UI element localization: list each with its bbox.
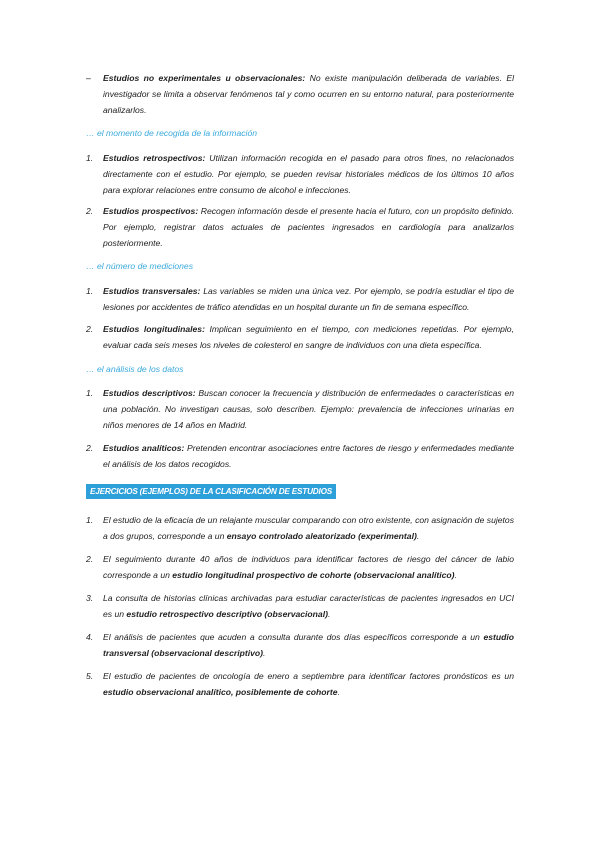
- paragraph-no-experimentales: [103, 70, 514, 118]
- item-prospectivos: [103, 203, 514, 251]
- text: El estudio de la eficacia de un relajante muscular comparando con otro existente, con asignación de sujetos a dos grupos, corresponde a un: [103, 515, 514, 541]
- ejercicio-item: [103, 668, 514, 700]
- ejercicios-badge: EJERCICIOS (EJEMPLOS) DE LA CLASIFICACIÓN DE ESTUDIOS: [86, 484, 336, 499]
- item-analiticos: [103, 440, 514, 472]
- text: Las variables se miden una única vez. Por ejemplo, se podría estudiar el tipo de lesiones por accidentes de tráfico atendidas en un hospital durante un fin de semana específico.: [103, 286, 514, 312]
- term: Estudios transversales:: [103, 286, 201, 296]
- text: El seguimiento durante 40 años de individuos para identificar factores de riesgo del cáncer de labio corresponde a un: [103, 554, 514, 580]
- ejercicio-item: [103, 551, 514, 583]
- text: .: [327, 609, 331, 619]
- text: La consulta de historias clínicas archivadas para estudiar características de pacientes ingresados en UCI es un: [103, 593, 514, 619]
- ejercicio-item: [103, 590, 514, 622]
- heading-momento: … el momento de recogida de la información: [86, 128, 258, 138]
- text: .: [263, 648, 266, 658]
- text: El análisis de pacientes que acuden a consulta durante dos días específicos corresponde a un: [103, 632, 484, 642]
- item-number: 2.: [86, 443, 94, 453]
- item-number: 1.: [86, 388, 94, 398]
- item-number: 1.: [86, 515, 94, 525]
- answer: estudio retrospectivo descriptivo (observacional): [126, 609, 328, 619]
- heading-mediciones: … el número de mediciones: [86, 261, 193, 271]
- item-retrospectivos: [103, 150, 514, 198]
- term: Estudios no experimentales u observacionales:: [103, 73, 306, 83]
- text: .: [337, 687, 340, 697]
- text: .: [416, 531, 420, 541]
- text: No existe manipulación deliberada de variables. El investigador se limita a observar fenómenos tal y como ocurren en su entorno natural, para posteriormente analizarlos.: [103, 73, 514, 115]
- ejercicio-item: [103, 512, 514, 544]
- text: .: [454, 570, 457, 580]
- text: Pretenden encontrar asociaciones entre factores de riesgo y enfermedades mediante el análisis de los datos recogidos.: [103, 443, 514, 469]
- item-transversales: [103, 283, 514, 315]
- item-number: 2.: [86, 324, 94, 334]
- answer: estudio longitudinal prospectivo de cohorte (observacional analítico): [172, 570, 455, 580]
- term: Estudios prospectivos:: [103, 206, 199, 216]
- term: Estudios descriptivos:: [103, 388, 196, 398]
- answer: ensayo controlado aleatorizado (experimental): [226, 531, 417, 541]
- item-descriptivos: [103, 385, 514, 433]
- text: El estudio de pacientes de oncología de enero a septiembre para identificar factores pronósticos es un: [103, 671, 514, 681]
- item-number: 4.: [86, 632, 94, 642]
- item-number: 2.: [86, 206, 94, 216]
- text: Recogen información desde el presente hacia el futuro, con un propósito definido. Por ejemplo, registrar datos actuales de pacientes ingresados en cardiología para analizarlos posteriormente.: [103, 206, 514, 248]
- item-number: 1.: [86, 286, 94, 296]
- text: Utilizan información recogida en el pasado para otros fines, no relacionados directamente con el estudio. Por ejemplo, se pueden revisar historiales médicos de los últimos 10 años para explorar relaciones entre consumo de alcohol e infecciones.: [103, 153, 515, 195]
- dash-marker: –: [86, 73, 91, 83]
- text: Implican seguimiento en el tiempo, con mediciones repetidas. Por ejemplo, evaluar cada seis meses los niveles de colesterol en sangre de individuos con una dieta específica.: [103, 324, 514, 350]
- item-number: 2.: [86, 554, 94, 564]
- item-number: 3.: [86, 593, 94, 603]
- answer: estudio observacional analítico, posiblemente de cohorte: [103, 687, 338, 697]
- ejercicio-item: [103, 629, 514, 661]
- answer: estudio transversal (observacional descriptivo): [103, 632, 514, 658]
- text: Buscan conocer la frecuencia y distribución de enfermedades o características en una población. No investigan causas, solo describen. Ejemplo: prevalencia de infecciones urinarias en niños menores de 14 años en Madrid.: [103, 388, 515, 430]
- term: Estudios analíticos:: [103, 443, 185, 453]
- heading-analisis: … el análisis de los datos: [86, 364, 184, 374]
- term: Estudios longitudinales:: [103, 324, 205, 334]
- item-number: 1.: [86, 153, 94, 163]
- item-longitudinales: [103, 321, 514, 353]
- term: Estudios retrospectivos:: [103, 153, 206, 163]
- item-number: 5.: [86, 671, 94, 681]
